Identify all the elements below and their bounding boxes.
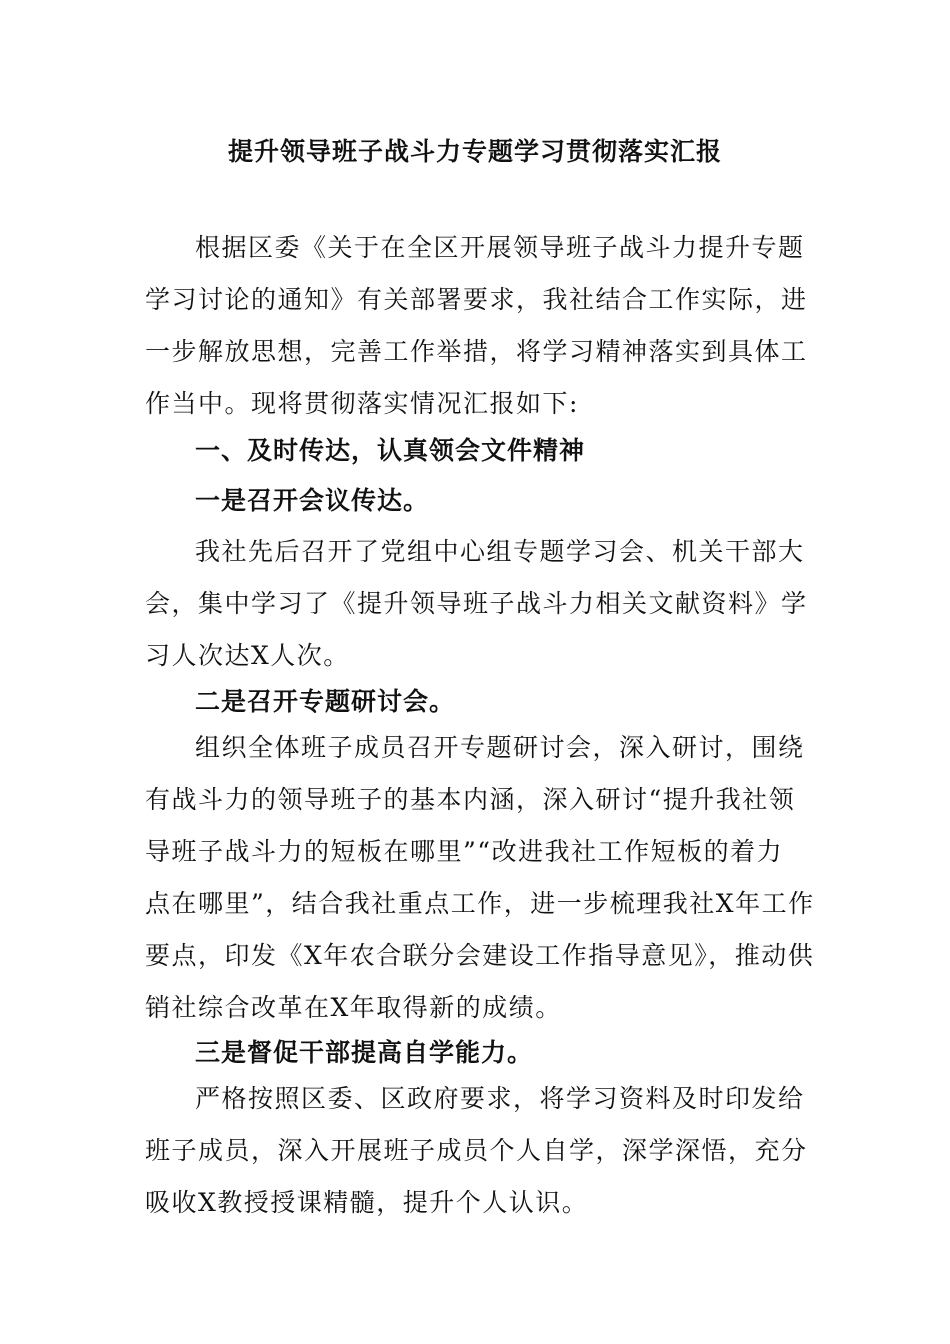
paragraph-line: 有战斗力的领导班子的基本内涵，深入研讨“提升我社领 xyxy=(145,785,796,814)
paragraph-line: 组织全体班子成员召开专题研讨会，深入研讨，围绕 xyxy=(195,733,805,762)
item-heading-1: 一是召开会议传达。 xyxy=(195,486,430,515)
paragraph-line: 导班子战斗力的短板在哪里”“改进我社工作短板的着力 xyxy=(145,837,784,866)
paragraph-line: 会，集中学习了《提升领导班子战斗力相关文献资料》学 xyxy=(145,589,808,618)
item-paragraph-3 xyxy=(145,1073,808,1229)
paragraph-line: 班子成员，深入开展班子成员个人自学，深学深悟，充分 xyxy=(145,1136,808,1165)
section-heading: 一、及时传达，认真领会文件精神 xyxy=(195,436,586,465)
paragraph-line: 我社先后召开了党组中心组专题学习会、机关干部大 xyxy=(195,537,805,566)
paragraph-line: 严格按照区委、区政府要求，将学习资料及时印发给 xyxy=(195,1084,805,1113)
document-title: 提升领导班子战斗力专题学习贯彻落实汇报 xyxy=(227,137,722,166)
item-heading-3: 三是督促干部提高自学能力。 xyxy=(195,1038,534,1067)
paragraph-line: 吸收X教授授课精髓，提升个人认识。 xyxy=(145,1188,589,1217)
paragraph-line: 要点，印发《X年农合联分会建设工作指导意见》，推动供 xyxy=(145,941,815,970)
intro-line: 根据区委《关于在全区开展领导班子战斗力提升专题 xyxy=(195,233,805,262)
paragraph-line: 销社综合改革在X年取得新的成绩。 xyxy=(145,993,562,1022)
paragraph-line: 点在哪里”，结合我社重点工作，进一步梳理我社X年工作 xyxy=(145,889,815,918)
intro-paragraph xyxy=(145,222,808,430)
paragraph-line: 习人次达X人次。 xyxy=(145,641,350,670)
item-paragraph-1 xyxy=(145,526,808,682)
intro-line: 作当中。现将贯彻落实情况汇报如下: xyxy=(145,389,579,418)
intro-line: 学习讨论的通知》有关部署要求，我社结合工作实际，进 xyxy=(145,285,808,314)
intro-line: 一步解放思想，完善工作举措，将学习精神落实到具体工 xyxy=(145,337,808,366)
item-paragraph-2 xyxy=(145,722,815,1034)
item-heading-2: 二是召开专题研讨会。 xyxy=(195,687,456,716)
